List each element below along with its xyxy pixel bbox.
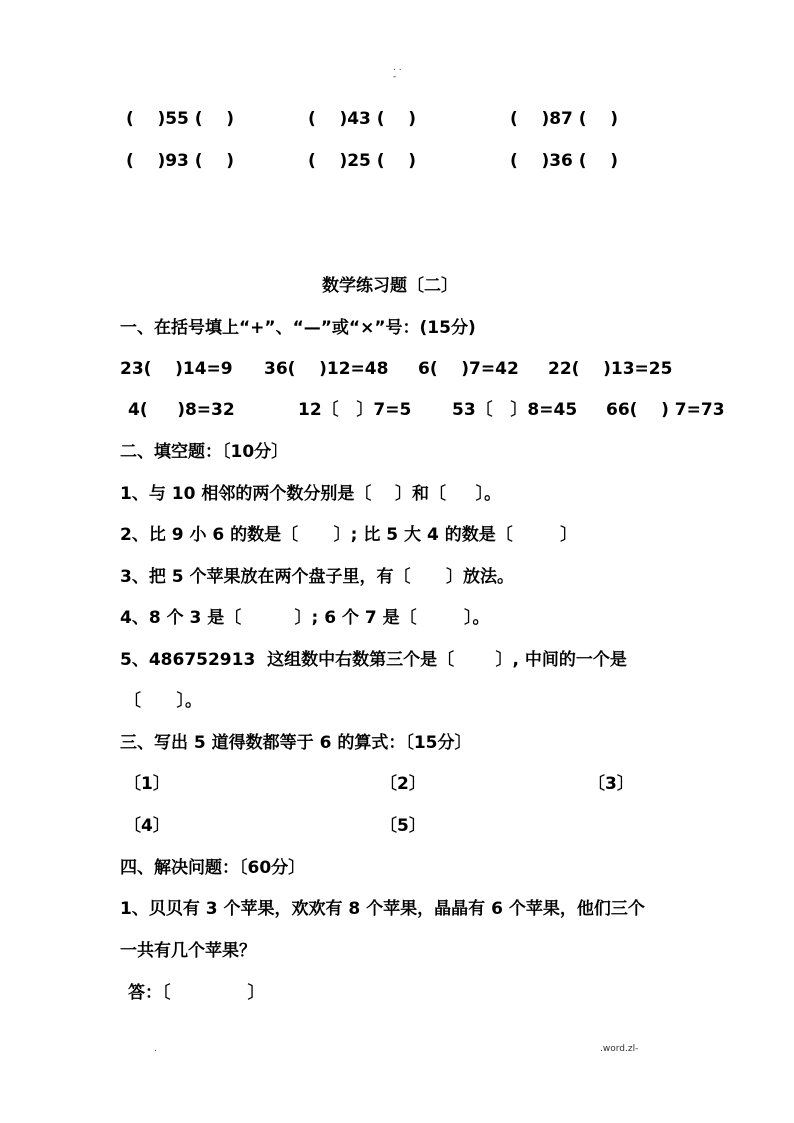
top-row-1-col-2: ( )43 ( ): [308, 109, 417, 129]
s3-item-5: 〔5〕: [380, 816, 426, 836]
s3-item-3: 〔3〕: [588, 774, 634, 794]
s1-row1-item-4: 22( )13=25: [548, 359, 673, 379]
s1-row2-item-3: 53〔 〕8=45: [452, 400, 578, 420]
s2-question-2: 2、比 9 小 6 的数是〔 〕; 比 5 大 4 的数是〔 〕: [120, 525, 578, 545]
section2-heading: 二、填空题：〔10分〕: [120, 442, 289, 462]
footer-right: .word.zl-: [600, 1044, 639, 1054]
footer-left: .: [154, 1044, 157, 1054]
s2-question-5-line-2: 〔 〕。: [124, 691, 203, 711]
top-row-2-col-2: ( )25 ( ): [308, 151, 417, 171]
section1-heading: 一、在括号填上“+”、“—”或“×”号：(15分): [120, 318, 476, 338]
top-row-2-col-3: ( )36 ( ): [510, 151, 619, 171]
s4-answer: 答：〔 〕: [128, 983, 265, 1003]
s2-question-5-line-1: 5、486752913 这组数中右数第三个是〔 〕, 中间的一个是: [120, 650, 627, 670]
s3-item-4: 〔4〕: [124, 816, 170, 836]
section4-heading: 四、解决问题：〔60分〕: [120, 858, 306, 878]
s1-row2-item-4: 66( ) 7=73: [606, 400, 725, 420]
header-mark: . . -: [393, 63, 402, 82]
s4-question-1-line-1: 1、贝贝有 3 个苹果，欢欢有 8 个苹果，晶晶有 6 个苹果，他们三个: [120, 899, 645, 919]
s2-question-3: 3、把 5 个苹果放在两个盘子里，有〔 〕放法。: [120, 567, 515, 587]
top-row-1-col-3: ( )87 ( ): [510, 109, 619, 129]
page-title: 数学练习题〔二〕: [322, 276, 458, 296]
s3-item-2: 〔2〕: [380, 774, 426, 794]
top-row-2-col-1: ( )93 ( ): [126, 151, 235, 171]
s1-row1-item-1: 23( )14=9: [120, 359, 233, 379]
s2-question-1: 1、与 10 相邻的两个数分别是〔 〕和〔 〕。: [120, 484, 502, 504]
s1-row1-item-3: 6( )7=42: [418, 359, 519, 379]
s1-row1-item-2: 36( )12=48: [264, 359, 389, 379]
section3-heading: 三、写出 5 道得数都等于 6 的算式：〔15分〕: [120, 733, 472, 753]
s2-question-4: 4、8 个 3 是〔 〕; 6 个 7 是〔 〕。: [120, 608, 490, 628]
s3-item-1: 〔1〕: [124, 774, 170, 794]
s1-row2-item-2: 12〔 〕7=5: [298, 400, 412, 420]
top-row-1-col-1: ( )55 ( ): [126, 109, 235, 129]
s4-question-1-line-2: 一共有几个苹果？: [120, 941, 256, 961]
s1-row2-item-1: 4( )8=32: [128, 400, 235, 420]
